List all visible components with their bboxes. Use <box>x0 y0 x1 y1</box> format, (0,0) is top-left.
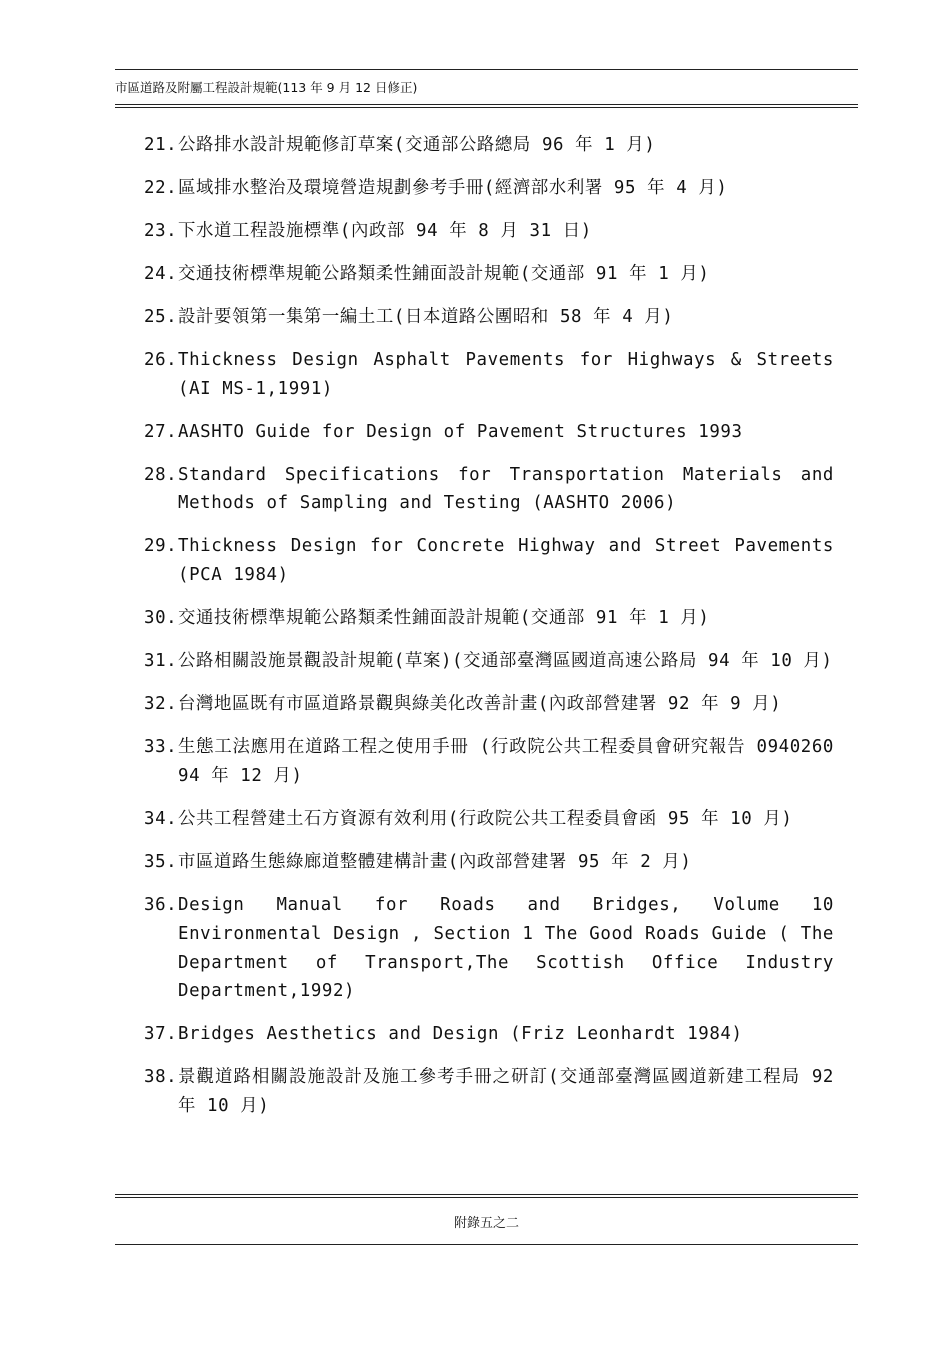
reference-number: 37. <box>144 1024 178 1045</box>
reference-text: 公共工程營建土石方資源有效利用(行政院公共工程委員會函 95 年 10 月) <box>178 808 793 829</box>
reference-item-30 <box>144 604 834 633</box>
reference-item-24 <box>144 260 834 289</box>
reference-text: 景觀道路相關設施設計及施工參考手冊之研訂(交通部臺灣區國道新建工程局 92 年 10 月) <box>178 1067 834 1117</box>
reference-number: 22. <box>144 177 178 198</box>
reference-text: 交通技術標準規範公路類柔性鋪面設計規範(交通部 91 年 1 月) <box>178 263 710 284</box>
reference-number: 21. <box>144 135 178 155</box>
reference-item-38 <box>144 1063 834 1121</box>
reference-item-27 <box>144 418 834 447</box>
reference-text: 台灣地區既有市區道路景觀與綠美化改善計畫(內政部營建署 92 年 9 月) <box>178 694 782 715</box>
reference-item-32 <box>144 690 834 719</box>
reference-item-28 <box>144 461 834 519</box>
reference-item-37 <box>144 1020 834 1049</box>
page-footer: 附錄五之二 <box>453 1216 519 1231</box>
footer-top-rule <box>115 1194 858 1195</box>
reference-text: 設計要領第一集第一編土工(日本道路公團昭和 58 年 4 月) <box>178 306 674 327</box>
reference-item-29 <box>144 532 834 590</box>
reference-text: Standard Specifications for Transportation Materials and Methods of Sampling and Testing (AASHTO 2006) <box>178 464 834 514</box>
reference-number: 28. <box>144 464 178 485</box>
reference-number: 25. <box>144 306 178 327</box>
reference-list <box>144 131 834 1135</box>
reference-number: 27. <box>144 421 178 442</box>
reference-text: 公路排水設計規範修訂草案(交通部公路總局 96 年 1 月) <box>178 135 656 155</box>
reference-text: 交通技術標準規範公路類柔性鋪面設計規範(交通部 91 年 1 月) <box>178 608 710 629</box>
reference-text: 生態工法應用在道路工程之使用手冊 (行政院公共工程委員會研究報告 0940260 94 年 12 月) <box>178 737 834 786</box>
reference-item-35 <box>144 848 834 877</box>
reference-item-31 <box>144 647 834 676</box>
reference-number: 38. <box>144 1067 178 1088</box>
reference-number: 23. <box>144 220 178 241</box>
reference-number: 31. <box>144 651 178 672</box>
reference-number: 26. <box>144 349 178 370</box>
footer-bottom-rule <box>115 1244 858 1245</box>
reference-item-33 <box>144 733 834 791</box>
reference-number: 36. <box>144 894 178 915</box>
reference-number: 33. <box>144 737 178 758</box>
reference-item-34 <box>144 805 834 834</box>
reference-text: Thickness Design Asphalt Pavements for Highways & Streets (AI MS-1,1991) <box>178 349 834 399</box>
reference-text: Bridges Aesthetics and Design (Friz Leonhardt 1984) <box>178 1024 743 1045</box>
reference-text: Thickness Design for Concrete Highway and Street Pavements (PCA 1984) <box>178 536 834 586</box>
header-bottom-rule-double <box>115 107 858 108</box>
reference-item-25 <box>144 303 834 332</box>
footer-top-rule-double <box>115 1197 858 1198</box>
reference-number: 30. <box>144 608 178 629</box>
reference-number: 35. <box>144 851 178 872</box>
reference-item-36 <box>144 891 834 1006</box>
header-top-rule <box>115 69 858 70</box>
page-header: 市區道路及附屬工程設計規範(113 年 9 月 12 日修正) <box>115 80 418 95</box>
reference-text: 市區道路生態綠廊道整體建構計畫(內政部營建署 95 年 2 月) <box>178 851 692 872</box>
reference-item-22 <box>144 174 834 203</box>
reference-text: 區域排水整治及環境營造規劃參考手冊(經濟部水利署 95 年 4 月) <box>178 177 728 198</box>
reference-text: 下水道工程設施標準(內政部 94 年 8 月 31 日) <box>178 220 592 241</box>
reference-number: 29. <box>144 536 178 557</box>
header-bottom-rule <box>115 104 858 105</box>
reference-item-21 <box>144 131 834 160</box>
reference-text: Design Manual for Roads and Bridges, Volume 10 Environmental Design , Section 1 The Good Roads Guide ( The Department of Transport,The Scottish Office Industry Department,1992) <box>178 894 834 1002</box>
reference-number: 32. <box>144 694 178 715</box>
reference-text: AASHTO Guide for Design of Pavement Structures 1993 <box>178 421 743 442</box>
reference-text: 公路相關設施景觀設計規範(草案)(交通部臺灣區國道高速公路局 94 年 10 月) <box>178 651 833 672</box>
reference-number: 24. <box>144 263 178 284</box>
reference-item-23 <box>144 217 834 246</box>
reference-item-26 <box>144 346 834 404</box>
reference-number: 34. <box>144 808 178 829</box>
